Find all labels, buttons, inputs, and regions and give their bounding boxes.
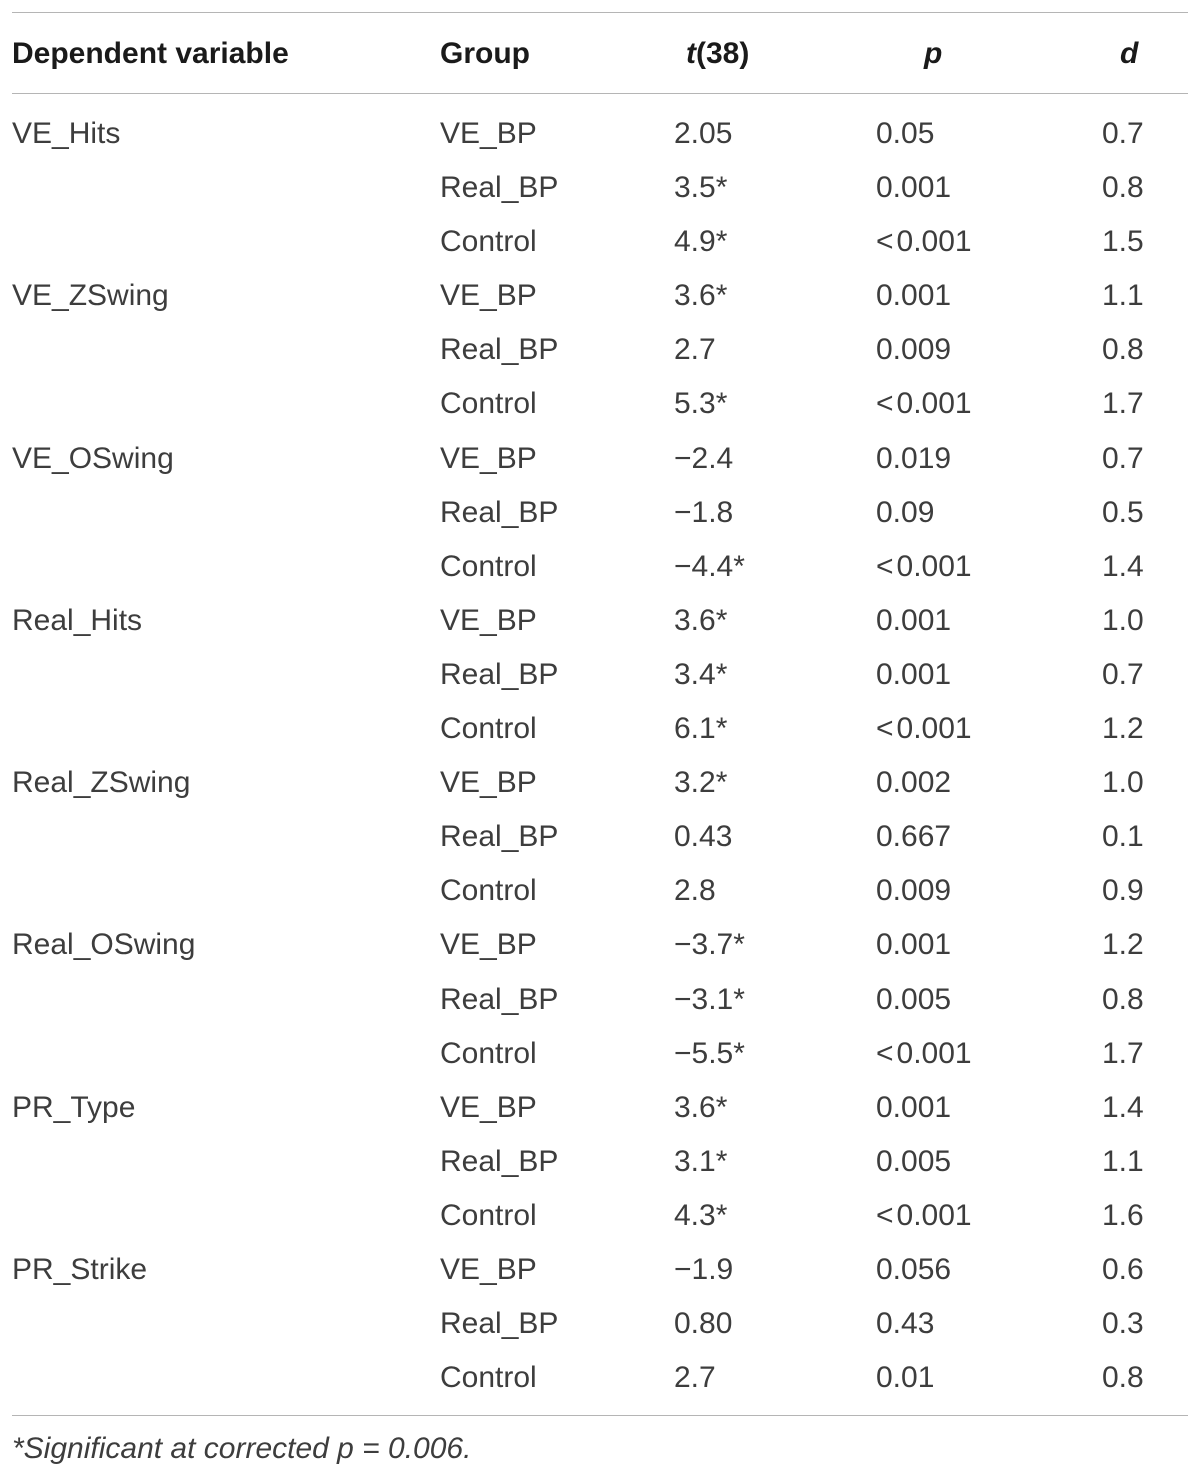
cell-d: 1.6 [1102,1198,1144,1232]
results-table [12,12,1188,1472]
table-row [12,432,1188,486]
table-row [12,756,1188,810]
cell-t: 4.3* [674,1198,728,1232]
cell-p: 0.667 [876,820,952,854]
cell-t: 3.6* [674,1090,728,1124]
cell-group: VE_BP [440,766,537,800]
table-body [12,94,1188,1415]
table-row [12,1081,1188,1135]
table-row [12,1351,1188,1405]
cell-p: < 0.001 [876,1036,972,1070]
cell-d: 1.2 [1102,928,1144,962]
cell-group: VE_BP [440,928,537,962]
cell-group: Real_BP [440,495,559,529]
cell-dependent-variable: Real_Hits [12,603,143,637]
cell-d: 0.8 [1102,982,1144,1016]
cell-t: 0.80 [674,1307,733,1341]
cell-group: Control [440,1036,537,1070]
cell-p: 0.001 [876,603,952,637]
table-row [12,1027,1188,1081]
cell-d: 1.4 [1102,1090,1144,1124]
cell-d: 0.3 [1102,1307,1144,1341]
cell-group: VE_BP [440,1090,537,1124]
cell-group: Real_BP [440,171,559,205]
table-row [12,377,1188,431]
cell-t: −2.4 [674,441,734,475]
cell-group: Control [440,387,537,421]
cell-t: −1.8 [674,495,734,529]
cell-dependent-variable: VE_Hits [12,117,121,150]
cell-dependent-variable: VE_OSwing [12,441,174,475]
table-row [12,1189,1188,1243]
cell-group: Real_BP [440,657,559,691]
cell-group: Real_BP [440,820,559,854]
cell-t: −5.5* [674,1036,745,1070]
cell-group: Control [440,225,537,259]
cell-p: 0.01 [876,1361,935,1395]
cell-d: 0.7 [1102,117,1144,150]
cell-p: 0.05 [876,117,935,150]
cell-d: 0.5 [1102,495,1144,529]
cell-p: 0.002 [876,766,952,800]
table-row [12,864,1188,918]
cell-d: 1.5 [1102,225,1144,259]
cell-p: 0.09 [876,495,935,529]
header-t-label: t(38) [686,37,750,70]
table-row [12,810,1188,864]
cell-d: 1.0 [1102,603,1144,637]
cell-group: Real_BP [440,1307,559,1341]
cell-dependent-variable: PR_Strike [12,1252,148,1286]
cell-d: 0.8 [1102,171,1144,205]
cell-group: Control [440,1361,537,1395]
cell-d: 1.7 [1102,1036,1144,1070]
table-row [12,540,1188,594]
table-row [12,269,1188,323]
cell-p: 0.005 [876,982,952,1016]
table-row [12,1243,1188,1297]
cell-d: 0.1 [1102,820,1144,854]
cell-d: 1.2 [1102,712,1144,746]
table-row [12,161,1188,215]
cell-d: 0.6 [1102,1252,1144,1286]
cell-p: 0.056 [876,1252,952,1286]
table-row [12,648,1188,702]
table-row [12,107,1188,161]
cell-p: < 0.001 [876,225,972,259]
cell-p: 0.001 [876,1090,952,1124]
cell-d: 0.7 [1102,441,1144,475]
cell-p: 0.009 [876,874,952,908]
cell-t: 2.8 [674,874,716,908]
table-row [12,594,1188,648]
table-row [12,1297,1188,1351]
cell-d: 1.7 [1102,387,1144,421]
cell-t: 0.43 [674,820,733,854]
table-row [12,1135,1188,1189]
cell-d: 1.1 [1102,279,1144,313]
cell-p: 0.019 [876,441,952,475]
cell-p: 0.001 [876,657,952,691]
header-p: p [924,37,943,70]
header-group: Group [440,37,530,70]
cell-dependent-variable: VE_ZSwing [12,279,169,313]
cell-d: 0.9 [1102,874,1144,908]
cell-t: 3.6* [674,603,728,637]
cell-t: 5.3* [674,387,728,421]
cell-dependent-variable: PR_Type [12,1090,136,1124]
table-row [12,215,1188,269]
cell-p: 0.001 [876,171,952,205]
cell-t: 4.9* [674,225,728,259]
cell-t: 3.1* [674,1144,728,1178]
cell-group: Real_BP [440,982,559,1016]
header-d: d [1120,37,1139,70]
cell-dependent-variable: Real_OSwing [12,928,196,962]
header-row [12,13,1188,93]
cell-d: 1.0 [1102,766,1144,800]
cell-group: Control [440,1198,537,1232]
cell-p: 0.43 [876,1307,935,1341]
table-row [12,702,1188,756]
table-row [12,973,1188,1027]
cell-t: −1.9 [674,1252,734,1286]
cell-p: 0.001 [876,928,952,962]
header-t [686,13,749,93]
cell-p: < 0.001 [876,387,972,421]
cell-p: 0.001 [876,279,952,313]
cell-group: Control [440,712,537,746]
cell-t: 2.7 [674,1361,716,1395]
cell-d: 0.8 [1102,1361,1144,1395]
cell-t: 3.2* [674,766,728,800]
cell-d: 1.1 [1102,1144,1144,1178]
cell-group: VE_BP [440,441,537,475]
cell-t: −3.7* [674,928,745,962]
cell-group: VE_BP [440,1252,537,1286]
cell-p: < 0.001 [876,712,972,746]
cell-t: 2.7 [674,333,716,367]
table-row [12,486,1188,540]
footnote: *Significant at corrected p = 0.006. [12,1432,472,1466]
cell-t: 3.6* [674,279,728,313]
cell-t: 2.05 [674,117,733,150]
header-dependent-variable: Dependent variable [12,37,289,70]
cell-group: VE_BP [440,279,537,313]
cell-p: < 0.001 [876,1198,972,1232]
cell-dependent-variable: Real_ZSwing [12,766,191,800]
cell-t: −4.4* [674,549,745,583]
cell-d: 1.4 [1102,549,1144,583]
cell-t: 3.5* [674,171,728,205]
table-row [12,323,1188,377]
cell-t: 6.1* [674,712,728,746]
cell-group: VE_BP [440,603,537,637]
cell-p: < 0.001 [876,549,972,583]
cell-group: Control [440,874,537,908]
cell-group: VE_BP [440,117,537,150]
cell-p: 0.009 [876,333,952,367]
table-row [12,918,1188,972]
cell-d: 0.7 [1102,657,1144,691]
cell-t: −3.1* [674,982,745,1016]
cell-t: 3.4* [674,657,728,691]
cell-group: Real_BP [440,1144,559,1178]
cell-d: 0.8 [1102,333,1144,367]
cell-group: Control [440,549,537,583]
cell-group: Real_BP [440,333,559,367]
cell-p: 0.005 [876,1144,952,1178]
